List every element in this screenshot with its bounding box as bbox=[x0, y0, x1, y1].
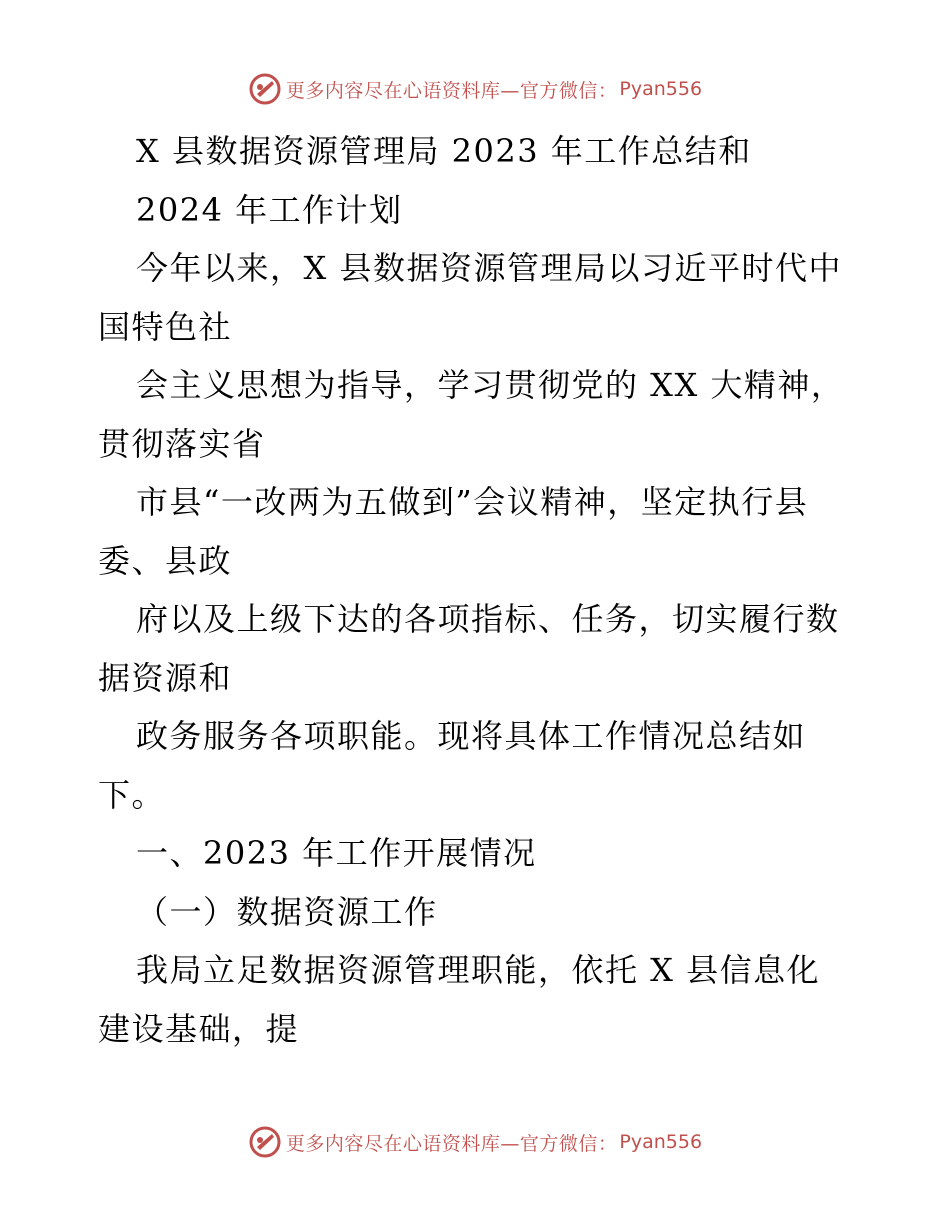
watermark-wechat-id: Pyan556 bbox=[619, 78, 703, 100]
text-line: 府以及上级下达的各项指标、任务，切实履行数 bbox=[136, 600, 840, 638]
text-line: 政务服务各项职能。现将具体工作情况总结如 bbox=[136, 717, 807, 755]
text-line: 会主义思想为指导，学习贯彻党的 XX 大精神， bbox=[136, 366, 845, 404]
footer-watermark bbox=[0, 1125, 950, 1159]
text-line: 一、2023 年工作开展情况 bbox=[136, 834, 537, 872]
text-line: 2024 年工作计划 bbox=[136, 190, 403, 229]
document-body bbox=[98, 122, 868, 1058]
text-line: X 县数据资源管理局 2023 年工作总结和 bbox=[136, 132, 752, 170]
header-watermark bbox=[0, 72, 950, 106]
seal-logo-icon bbox=[248, 1125, 282, 1159]
text-line: 贯彻落实省 bbox=[98, 424, 266, 463]
watermark-text: 更多内容尽在心语资料库—官方微信： bbox=[285, 79, 618, 102]
seal-logo-icon bbox=[248, 72, 282, 106]
text-line: 我局立足数据资源管理职能，依托 X 县信息化 bbox=[136, 951, 821, 989]
watermark-wechat-id: Pyan556 bbox=[619, 1131, 703, 1153]
text-line: 国特色社 bbox=[98, 307, 233, 346]
text-line: 今年以来，X 县数据资源管理局以习近平时代中 bbox=[136, 249, 842, 287]
text-line: 委、县政 bbox=[98, 541, 233, 580]
text-line: 下。 bbox=[98, 775, 166, 814]
text-line: 市县“一改两为五做到”会议精神，坚定执行县 bbox=[136, 483, 809, 521]
text-line: 据资源和 bbox=[98, 658, 233, 697]
text-line: 建设基础，提 bbox=[98, 1009, 300, 1048]
watermark-text: 更多内容尽在心语资料库—官方微信： bbox=[285, 1132, 618, 1155]
text-line: （一）数据资源工作 bbox=[136, 892, 438, 931]
